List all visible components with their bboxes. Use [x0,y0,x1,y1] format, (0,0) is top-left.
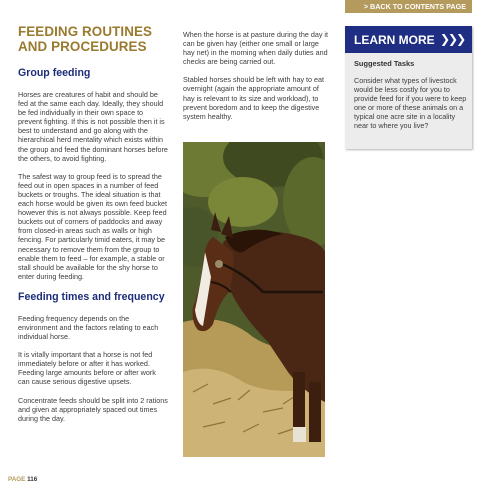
suggested-tasks-text: Consider what types of livestock would be less costly for you to provide feed for if you were to keep one or more of these animals on a typical one acre site in a locality near to where you live? [354,76,467,131]
suggested-tasks-label: Suggested Tasks [354,59,415,68]
back-to-contents-link[interactable]: > BACK TO CONTENTS PAGE [345,0,472,13]
group-feeding-paragraph-1: Horses are creatures of habit and should be fed at the same each day. Ideally, they should be fed individually in their own space to prevent fighting. If this is not possible then it is best to understand and go along with the hierarchical herd mentality which exists within the group and feed the dominant horses before the others, to avoid fighting. [18,90,168,163]
middle-column [183,30,331,121]
page-number-value: 116 [27,476,38,483]
group-feeding-heading: Group feeding [18,67,91,79]
left-column [18,24,168,423]
feeding-times-heading: Feeding times and frequency [18,290,165,303]
feeding-times-paragraph-3: Concentrate feeds should be split into 2 rations and given at appropriately spaced out times during the day. [18,395,168,423]
horse-photo [183,142,325,457]
page-label: PAGE [8,476,26,483]
feeding-times-paragraph-2: It is vitally important that a horse is not fed immediately before or after it has worked. Feeding large amounts before or after work can cause serious digestive upsets. [18,350,156,387]
section-title: FEEDING ROUTINES AND PROCEDURES [18,24,153,54]
chevron-right-icon: ❯❯❯ [440,32,465,46]
learn-more-panel [345,26,472,149]
pasture-paragraph-2: Stabled horses should be left with hay to eat overnight (again the appropriate amount of hay is relevant to its size and workload), to prevent boredom and to keep the digestive system healthy. [183,75,325,121]
pasture-paragraph-1: When the horse is at pasture during the day it can be given hay (either one small or large hay net) in the morning when daily duties and checks are being carried out. [183,30,329,67]
feeding-times-paragraph-1: Feeding frequency depends on the environment and the factors relating to each individual horse. [18,313,159,342]
page-number [8,476,37,484]
learn-more-header[interactable] [345,26,472,53]
group-feeding-paragraph-2: The safest way to group feed is to spread the feed out in open spaces in a number of feed buckets or troughs. The ideal situation is that each horse would be given its own feed bucket however this is not always possible. Keep feed buckets out of corners of paddocks and away from closed-in areas such as walls or high fencing. For particularly timid eaters, it may be necessary to remove them from the group to enable them to feed – for example, a stable or stall should be available for the shy horse to enter during feeding. [18,171,168,281]
learn-more-title: LEARN MORE [354,33,435,47]
